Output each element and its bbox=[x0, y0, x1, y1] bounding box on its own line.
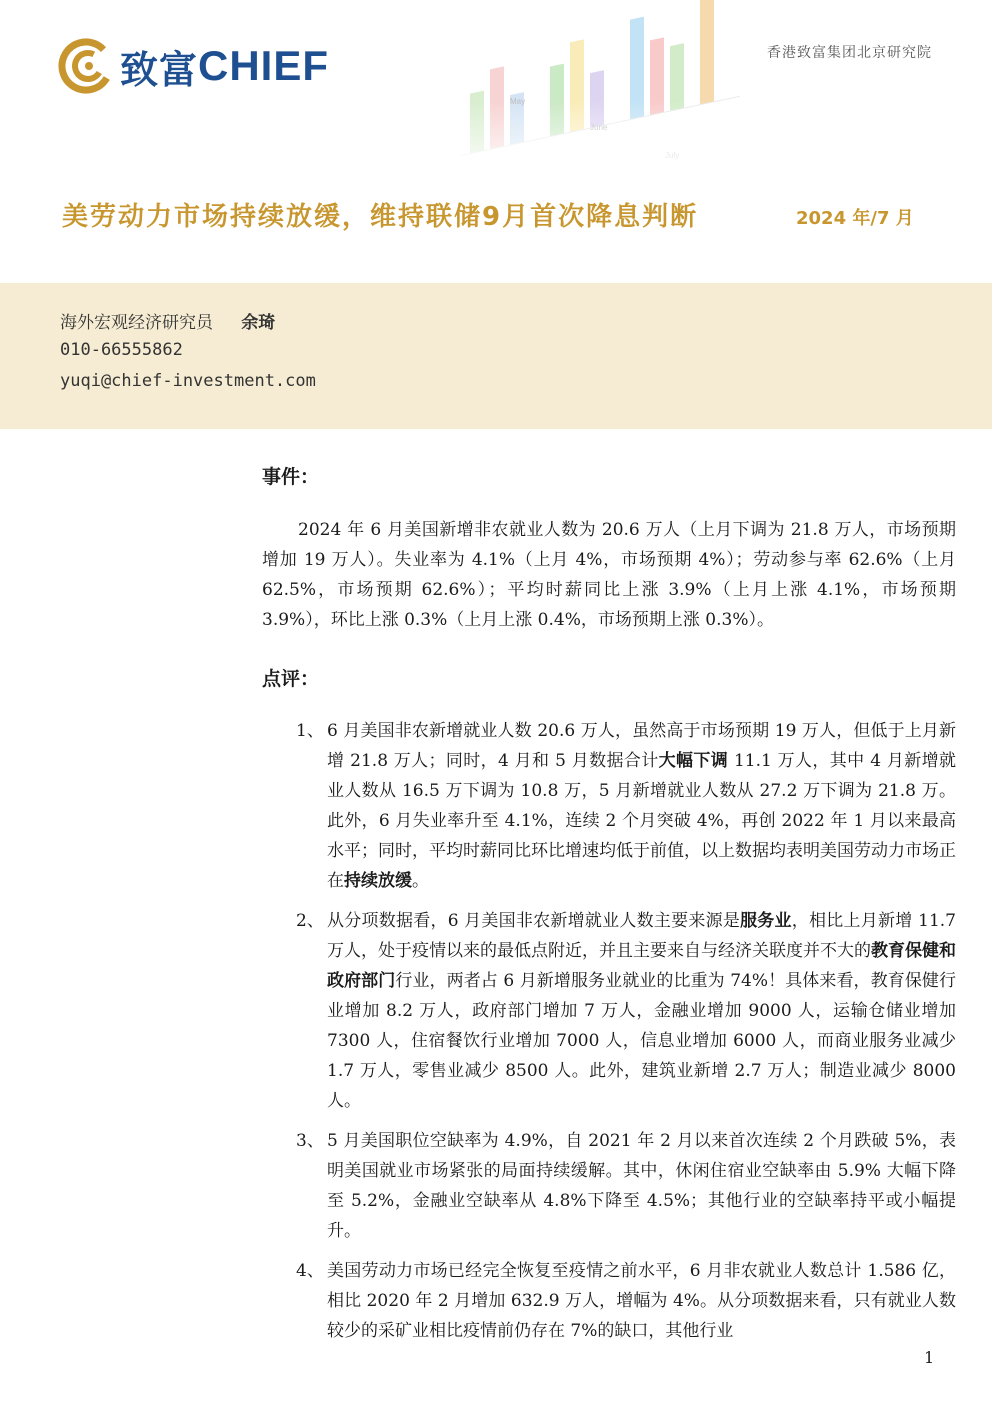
event-heading: 事件： bbox=[262, 466, 320, 488]
report-date: 2024 年/7 月 bbox=[796, 208, 914, 229]
item-text: 从分项数据看，6 月美国非农新增就业人数主要来源是 bbox=[327, 911, 741, 931]
company-logo bbox=[58, 38, 329, 94]
report-title: 美劳动力市场持续放缓，维持联储9月首次降息判断 bbox=[62, 202, 699, 232]
item-text: 11.1 万人，其中 4 月新增就业人数从 16.5 万下调为 10.8 万，5 月新增就业人数从 27.2 万下调为 21.8 万。此外，6 月失业率升至 4.1%，连续 2 个月突破 4%，再创 2022 年 1 月以来最高水平；同时，平均时薪同比环比增速均低于前值，以上数据均表明美国劳动力市场正在 bbox=[327, 751, 956, 891]
review-item bbox=[296, 906, 956, 1116]
review-item bbox=[296, 1256, 956, 1346]
item-number: 3、 bbox=[296, 1131, 324, 1151]
author-role: 海外宏观经济研究员 bbox=[60, 313, 213, 333]
author-email: yuqi@chief-investment.com bbox=[60, 371, 316, 391]
event-paragraph bbox=[262, 515, 956, 635]
header-banner bbox=[0, 0, 992, 283]
author-phone: 010-66555862 bbox=[60, 340, 183, 360]
item-highlight: 持续放缓 bbox=[344, 871, 412, 891]
event-body: 2024 年 6 月美国新增非农就业人数为 20.6 万人（上月下调为 21.8 万人，市场预期增加 19 万人）。失业率为 4.1%（上月 4%，市场预期 4%）；劳动参与率 62.6%（上月 62.5%，市场预期 62.6%）；平均时薪同比上涨 3.9%（上月上涨 4.1%，市场预期 3.9%），环比上涨 0.3%（上月上涨 0.4%，市场预期上涨 0.3%）。 bbox=[262, 520, 956, 630]
item-number: 4、 bbox=[296, 1261, 324, 1281]
review-heading: 点评： bbox=[262, 668, 320, 690]
item-text: 5 月美国职位空缺率为 4.9%，自 2021 年 2 月以来首次连续 2 个月跌破 5%，表明美国就业市场紧张的局面持续缓解。其中，休闲住宿业空缺率由 5.9% 大幅下降至 5.2%，金融业空缺率从 4.8%下降至 4.5%；其他行业的空缺率持平或小幅提升。 bbox=[327, 1131, 956, 1241]
item-number: 1、 bbox=[296, 721, 324, 741]
logo-text-en: CHIEF bbox=[198, 42, 330, 89]
item-text: 美国劳动力市场已经完全恢复至疫情之前水平，6 月非农就业人数总计 1.586 亿，相比 2020 年 2 月增加 632.9 万人，增幅为 4%。从分项数据来看，只有就业人数较少的采矿业相比疫情前仍存在 7%的缺口，其他行业 bbox=[327, 1261, 956, 1341]
item-text: 。 bbox=[412, 871, 429, 891]
item-highlight: 服务业 bbox=[740, 911, 792, 931]
author-role-line bbox=[60, 308, 275, 333]
author-info-box bbox=[0, 283, 992, 429]
item-highlight: 教育保健和政府部门 bbox=[327, 941, 956, 991]
item-text: ，相比上月新增 11.7 万人，处于疫情以来的最低点附近，并且主要来自与经济关联度并不大的 bbox=[327, 911, 956, 961]
author-name: 余琦 bbox=[241, 313, 276, 333]
institute-name: 香港致富集团北京研究院 bbox=[767, 45, 932, 61]
item-highlight: 大幅下调 bbox=[658, 751, 729, 771]
item-number: 2、 bbox=[296, 911, 324, 931]
logo-mark-icon bbox=[58, 38, 114, 94]
decorative-bar-chart-image bbox=[440, 0, 760, 180]
item-text: 行业，两者占 6 月新增服务业就业的比重为 74%！具体来看，教育保健行业增加 8.2 万人，政府部门增加 7 万人，金融业增加 9000 人，运输仓储业增加 7300 人，住宿餐饮行业增加 7000 人，信息业增加 6000 人，而商业服务业减少 1.7 万人，零售业减少 8500 人。此外，建筑业新增 2.7 万人；制造业减少 8000 人。 bbox=[327, 971, 957, 1111]
item-text: 6 月美国非农新增就业人数 20.6 万人，虽然高于市场预期 19 万人，但低于上月新增 21.8 万人；同时，4 月和 5 月数据合计 bbox=[327, 721, 956, 771]
review-item bbox=[296, 1126, 956, 1246]
review-item bbox=[296, 716, 956, 896]
page-number: 1 bbox=[924, 1348, 935, 1367]
logo-text-cn: 致富 bbox=[120, 47, 199, 92]
